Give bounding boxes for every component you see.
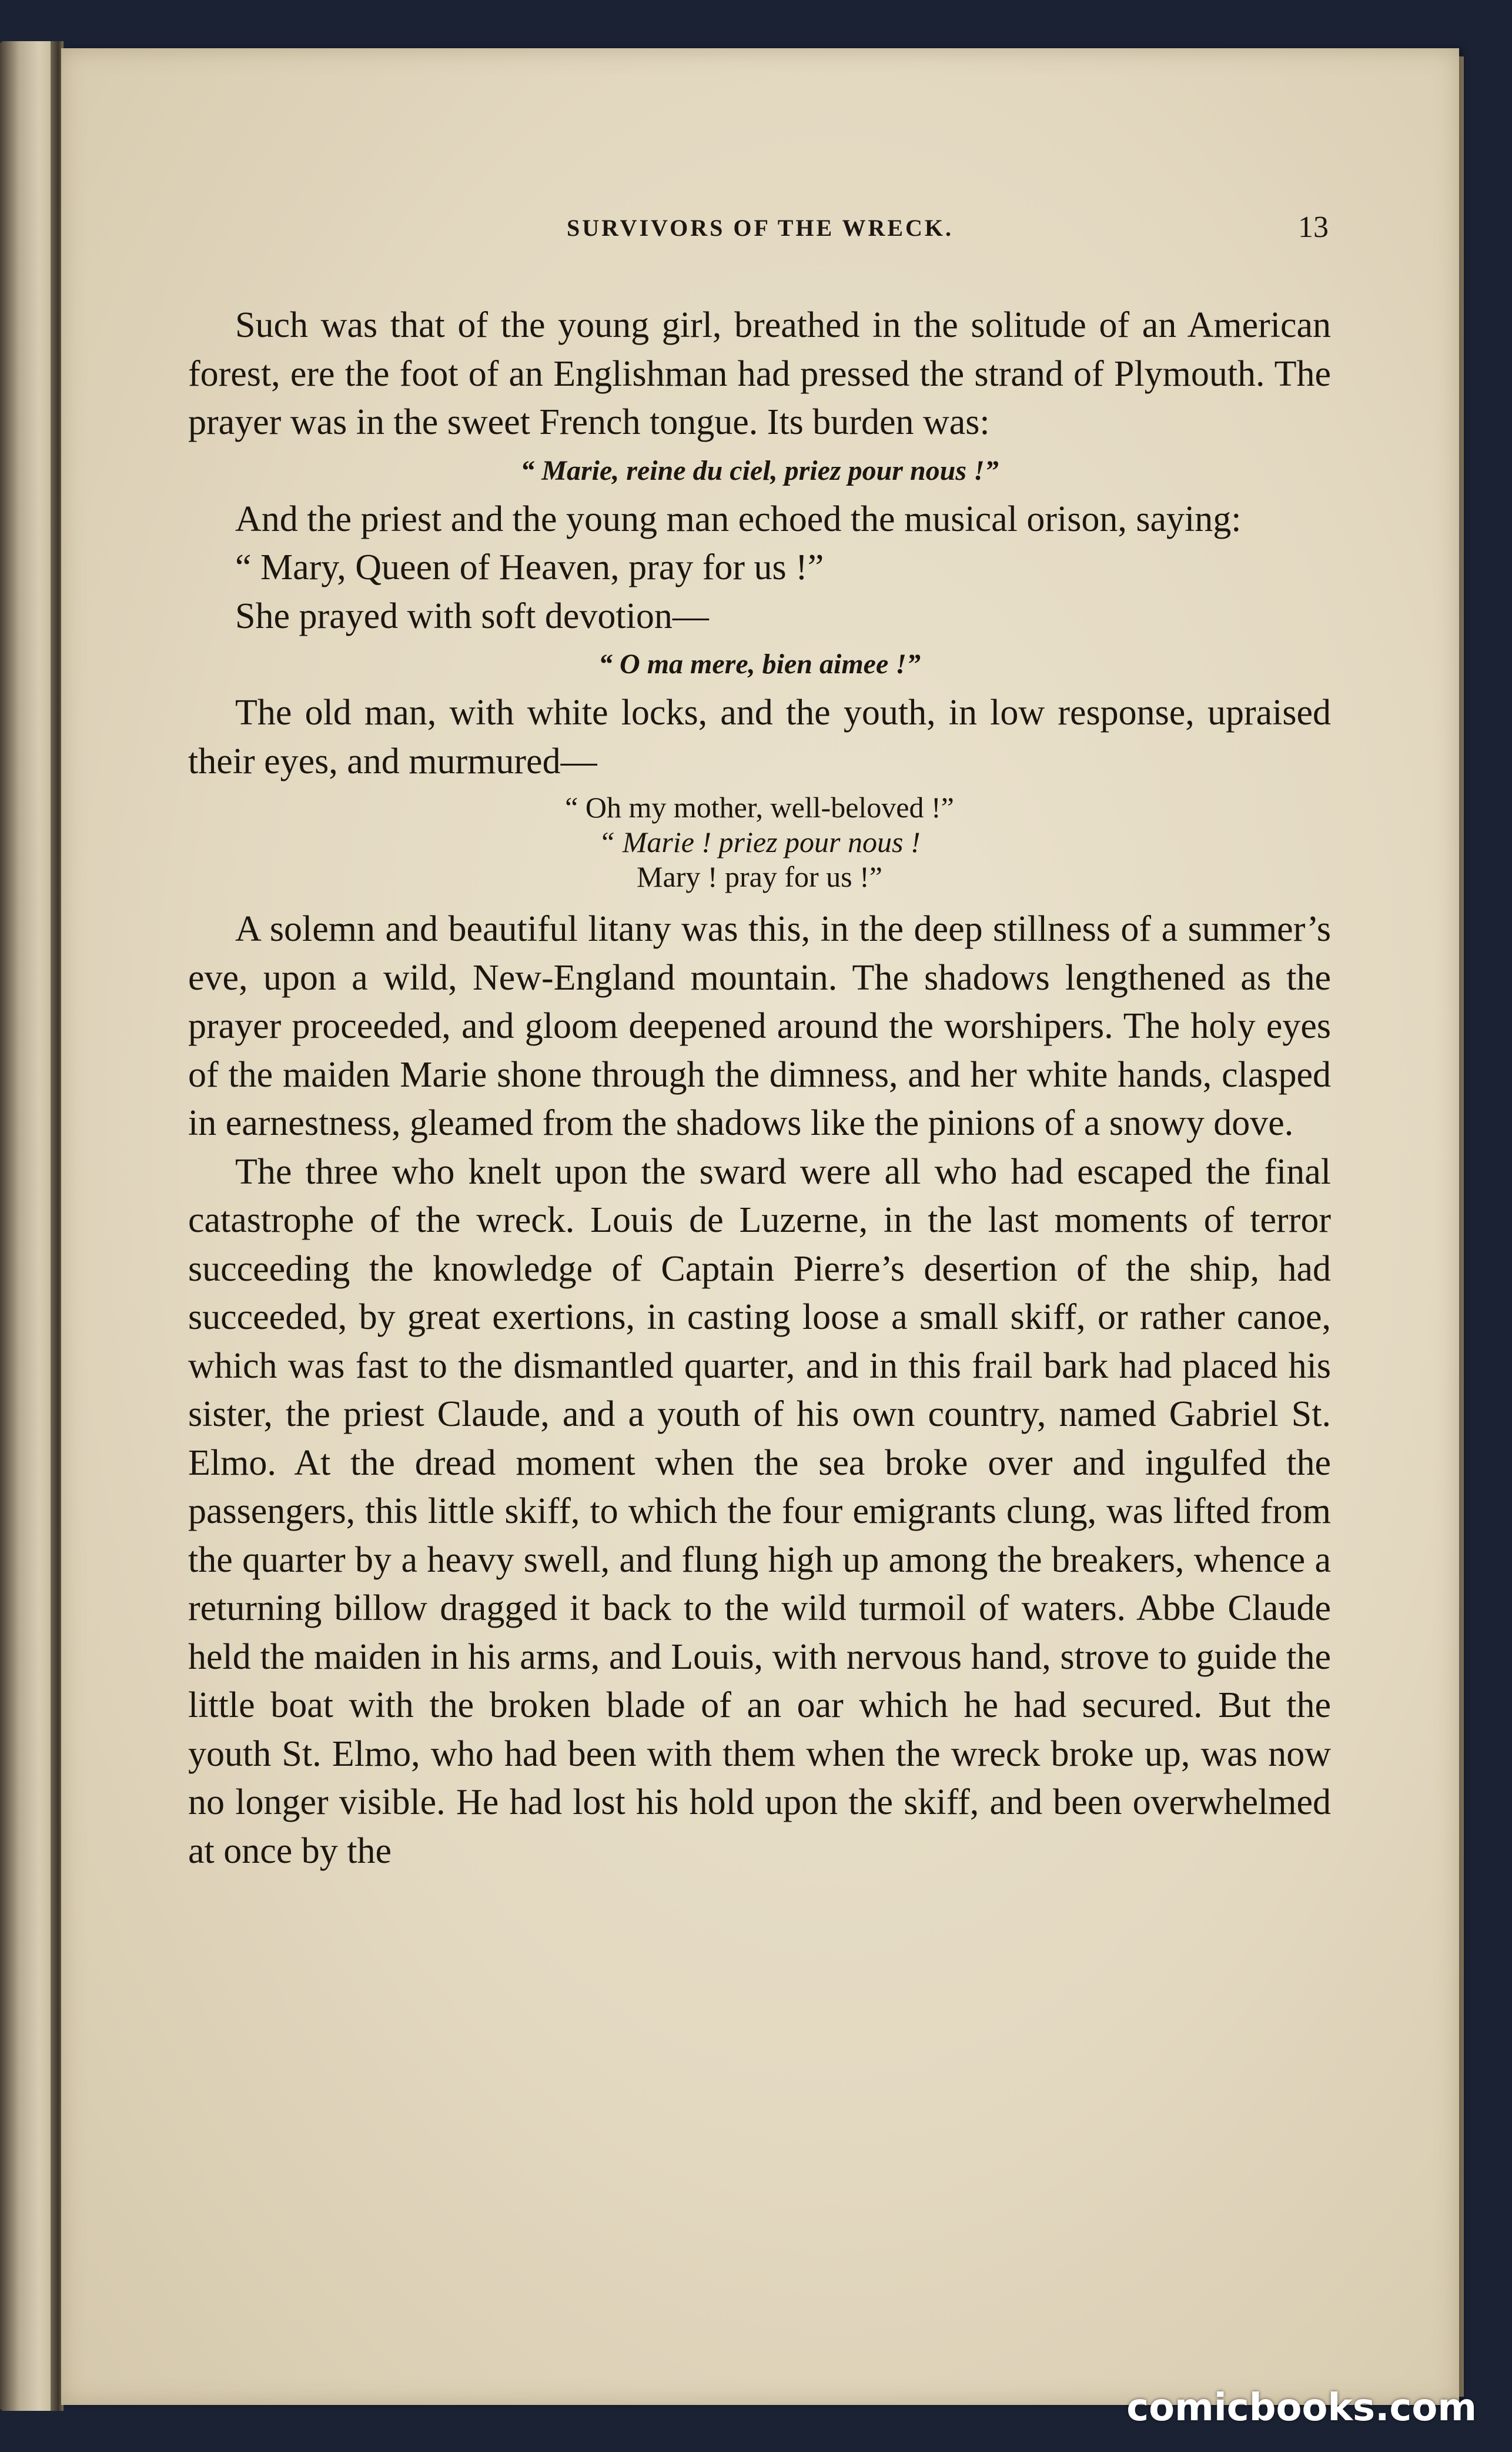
page-body (188, 301, 1331, 1875)
quote-line: “ Oh my mother, well-beloved !” (565, 791, 954, 824)
page-number: 13 (1298, 211, 1329, 244)
quote-line: Mary ! pray for us !” (637, 860, 882, 893)
paragraph: She prayed with soft devotion— (235, 596, 709, 636)
site-watermark: comicbooks.com (1126, 2386, 1477, 2430)
paragraph: A solemn and beautiful litany was this, in the deep stillness of a summer’s eve, upon a wild, New-England mountain. The shadows lengthened as the prayer proceeded, and gloom deepened around the worshipers. The holy eyes of the maiden Marie shone through the dimness, and her white hands, clasped in earnestness, gleamed from the shadows like the pinions of a snowy dove. (188, 909, 1331, 1143)
book-page (61, 48, 1459, 2405)
previous-page-edge (0, 41, 56, 2411)
paragraph: Such was that of the young girl, breathed in the solitude of an American forest, ere the foot of an Englishman had pressed the strand of Plymouth. The prayer was in the sweet French tongue. Its burden was: (188, 305, 1331, 442)
litany-quote-block (188, 790, 1331, 894)
paragraph: “ Mary, Queen of Heaven, pray for us !” (235, 547, 824, 587)
french-quote: “ O ma mere, bien aimee !” (598, 649, 921, 680)
quote-line: “ Marie ! priez pour nous ! (598, 826, 921, 858)
paragraph: And the priest and the young man echoed the musical orison, saying: (235, 499, 1242, 539)
paragraph: The three who knelt upon the sward were all who had escaped the final catastrophe of the wreck. Louis de Luzerne, in the last moments of terror succeeding the knowledge of Captain Pierre’s desertion of the ship, had succeeded, by great exertions, in casting loose a small skiff, or rather canoe, which was fast to the dismantled quarter, and in this frail bark had placed his sister, the priest Claude, and a youth of his own country, named Gabriel St. Elmo. At the dread moment when the sea broke over and ingulfed the passengers, this little skiff, to which the four emigrants clung, was lifted from the quarter by a heavy swell, and flung high up among the breakers, whence a returning billow dragged it back to the wild turmoil of waters. Abbe Claude held the maiden in his arms, and Louis, with nervous hand, strove to guide the little boat with the broken blade of an oar which he had secured. But the youth St. Elmo, who had been with them when the wreck broke up, was now no longer visible. He had lost his hold upon the skiff, and been overwhelmed at once by the (188, 1151, 1331, 1871)
running-title: SURVIVORS OF THE WRECK. (566, 215, 954, 241)
french-quote: “ Marie, reine du ciel, priez pour nous !” (520, 455, 999, 486)
paragraph: The old man, with white locks, and the youth, in low response, upraised their eyes, and murmured— (188, 693, 1331, 781)
